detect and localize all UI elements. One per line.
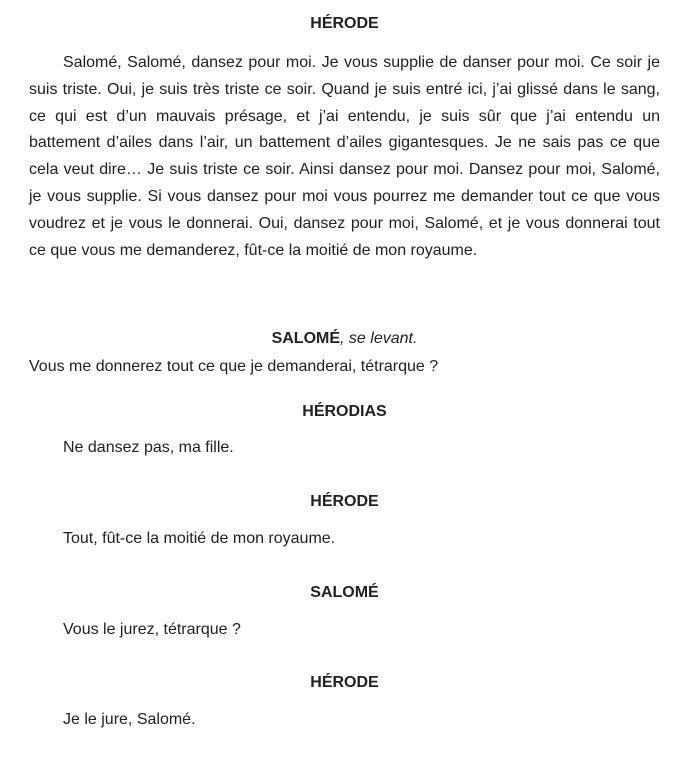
speaker-name: HÉRODE xyxy=(310,674,379,691)
speaker-heading xyxy=(0,329,689,349)
speech-line: Ne dansez pas, ma fille. xyxy=(63,439,234,456)
stage-direction: , se levant. xyxy=(340,330,418,347)
speech-line: Je le jure, Salomé. xyxy=(63,711,196,728)
speech-line: Tout, fût-ce la moitié de mon royaume. xyxy=(63,530,336,547)
speaker-name: SALOMÉ xyxy=(271,330,341,347)
speaker-name: SALOMÉ xyxy=(310,584,379,601)
speaker-heading xyxy=(0,402,689,422)
speaker-heading xyxy=(0,492,689,512)
speaker-heading xyxy=(0,583,689,603)
speech-paragraph: Salomé, Salomé, dansez pour moi. Je vous supplie de danser pour moi. Ce soir je suis triste. Oui, je suis très triste ce soir. Quand je suis entré ici, j’ai glissé dans le sang, ce qui est d’un mauvais présage, et j’ai entendu, je suis sûr que j’ai entendu un battement d’ailes dans l’air, un battement d’ailes gigantesques. Je ne sais pas ce que cela veut dire… Je suis triste ce soir. Ainsi dansez pour moi. Dansez pour moi, Salomé, je vous supplie. Si vous dansez pour moi vous pourrez me demander tout ce que vous voudrez et je vous le donnerai. Oui, dansez pour moi, Salomé, et je vous donnerai tout ce que vous me demanderez, fût-ce la moitié de mon royaume. xyxy=(29,54,660,259)
speaker-name: HÉRODE xyxy=(310,493,379,510)
speaker-heading xyxy=(0,14,689,34)
speaker-name: HÉRODE xyxy=(310,15,379,32)
speaker-heading xyxy=(0,673,689,693)
speech-line: Vous le jurez, tétrarque ? xyxy=(63,621,241,638)
speech-line: Vous me donnerez tout ce que je demanderai, tétrarque ? xyxy=(29,358,439,375)
speaker-name: HÉRODIAS xyxy=(302,403,387,420)
